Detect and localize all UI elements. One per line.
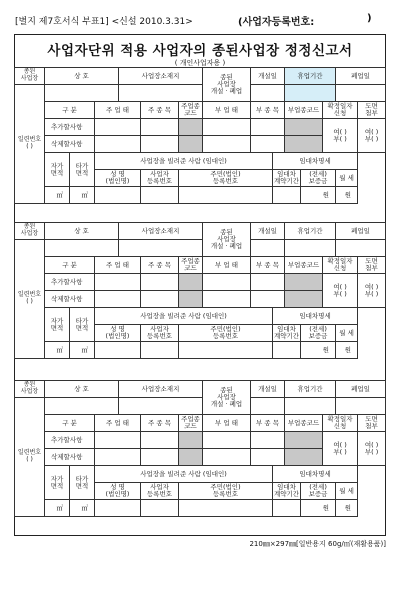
cell-text: 면적	[50, 481, 64, 490]
cell-text: 원	[344, 503, 352, 512]
cell-text: 임대차	[277, 170, 296, 179]
suspend-period-header: 휴업기간	[285, 381, 336, 398]
cell-text: (전세)	[309, 483, 327, 492]
cell-text: 타가	[75, 316, 89, 325]
cell-text: ( )	[26, 298, 33, 305]
cell-text: ( )	[26, 456, 33, 463]
form-subtitle: ( 개인사업자용 )	[174, 59, 226, 67]
cell-text: 종된	[220, 228, 233, 237]
form-title: 사업자단위 적용 사업자의 종된사업장 정정신고서	[47, 43, 353, 59]
cell-text: 보증금	[308, 490, 328, 498]
cell-text: 자가	[50, 474, 64, 483]
cell-text: 부( )	[333, 447, 347, 456]
cell-text: 신청	[333, 422, 347, 430]
cell-text: 여( )	[333, 440, 347, 449]
cell-text: 확정일자	[327, 102, 353, 111]
del-item-label: 삭제할사항	[45, 291, 95, 308]
cell-text: 성 명	[110, 170, 125, 179]
cell-text: (전세)	[309, 170, 327, 179]
cell-text: (법인명)	[105, 332, 130, 340]
cell-text: 여( )	[333, 127, 347, 136]
cell-text: 신청	[333, 264, 347, 272]
cell-text: (전세)	[309, 325, 327, 334]
open-date-header: 개설일	[251, 223, 285, 240]
cell-text: ㎡	[81, 345, 88, 354]
cell-text: 사업장	[20, 75, 39, 82]
suspend-period-header: 휴업기간	[285, 68, 336, 85]
cell-text: 사업장	[217, 235, 236, 244]
cell-text: 종된	[23, 68, 36, 76]
monthly-header: 월 세	[336, 325, 358, 342]
add-item-label: 추가할사항	[45, 432, 95, 449]
cell-text: 등록번호	[212, 332, 239, 340]
sub-code-header: 부업종코드	[285, 257, 323, 274]
category-header: 구 분	[45, 257, 95, 274]
cell-text: 도면	[365, 257, 378, 266]
main-code-header: 주업종코드	[179, 415, 203, 432]
lease-detail-header: 임대차명세	[273, 308, 358, 325]
cell-text: 등록번호	[212, 177, 239, 185]
cell-text: ㎡	[81, 190, 88, 199]
biz-type-header: 주 업 태	[95, 415, 141, 432]
cell-text: 원	[322, 503, 330, 512]
cell-text: 부( )	[333, 134, 347, 143]
cell-text: 일련번호	[17, 449, 42, 457]
cell-text: 첨부	[365, 422, 378, 430]
cell-text: 계약기간	[273, 177, 300, 185]
sub-code-header: 부업종코드	[285, 102, 323, 119]
cell-text: 도면	[365, 102, 378, 111]
form-frame	[14, 34, 386, 536]
cell-text: ㎡	[81, 503, 88, 512]
cell-text: 여( )	[364, 440, 379, 449]
cell-text: 자가	[50, 316, 64, 325]
location-header: 사업장소재지	[119, 68, 203, 85]
location-header: 사업장소재지	[119, 381, 203, 398]
cell-text: 사업장	[217, 80, 236, 89]
paper-spec: 210㎜×297㎜[일반용지 60g/㎡(재활용품)]	[249, 540, 386, 548]
category-header: 구 분	[45, 102, 95, 119]
del-item-label: 삭제할사항	[45, 136, 95, 153]
cell-text: 등록번호	[212, 490, 239, 498]
location-header: 사업장소재지	[119, 223, 203, 240]
close-date-header: 폐업일	[336, 223, 386, 240]
item-header: 주 종 목	[141, 257, 179, 274]
cell-text: 부( )	[364, 134, 379, 143]
open-date-header: 개설일	[251, 68, 285, 85]
close-date-header: 폐업일	[336, 68, 386, 85]
trade-name-header: 상 호	[45, 223, 119, 240]
registration-label: (사업자등록번호:	[238, 17, 315, 28]
cell-text: 등록번호	[146, 490, 173, 498]
cell-text: 종된	[220, 73, 233, 82]
cell-text: 등록번호	[146, 177, 173, 185]
cell-text: 여( )	[364, 282, 379, 291]
cell-text: 사업장	[20, 388, 39, 395]
del-item-label: 삭제할사항	[45, 449, 95, 466]
cell-text: 원	[344, 190, 352, 199]
cell-text: 타가	[75, 474, 89, 483]
cell-text: 여( )	[364, 127, 379, 136]
lease-detail-header: 임대차명세	[273, 466, 358, 483]
cell-text: 면적	[50, 323, 64, 332]
cell-text: 주민(법인)	[210, 483, 241, 492]
cell-text: 면적	[50, 168, 64, 177]
biz-type-header: 주 업 태	[95, 102, 141, 119]
cell-text: 원	[322, 345, 330, 354]
cell-text: 확정일자	[327, 257, 353, 266]
trade-name-header: 상 호	[45, 68, 119, 85]
cell-text: 사업장	[20, 230, 39, 237]
add-item-label: 추가할사항	[45, 119, 95, 136]
monthly-header: 월 세	[336, 170, 358, 187]
sub-item-header: 부 종 목	[251, 102, 285, 119]
cell-text: 도면	[365, 415, 378, 424]
cell-text: 계약기간	[273, 332, 300, 340]
cell-text: 주민(법인)	[210, 170, 241, 179]
cell-text: ㎡	[56, 345, 63, 354]
item-header: 주 종 목	[141, 415, 179, 432]
cell-text: 일련번호	[17, 136, 42, 144]
cell-text: 원	[344, 345, 352, 354]
cell-text: 등록번호	[146, 332, 173, 340]
title-divider	[15, 67, 385, 68]
trade-name-header: 상 호	[45, 381, 119, 398]
suspend-period-header: 휴업기간	[285, 223, 336, 240]
registration-close: )	[367, 13, 372, 24]
main-code-header: 주업종코드	[179, 102, 203, 119]
monthly-header: 월 세	[336, 483, 358, 500]
cell-text: 타가	[75, 161, 89, 170]
cell-text: 면적	[75, 323, 89, 332]
cell-text: 확정일자	[327, 415, 353, 424]
cell-text: ( )	[26, 143, 33, 150]
sub-code-header: 부업종코드	[285, 415, 323, 432]
item-header: 주 종 목	[141, 102, 179, 119]
cell-text: 부( )	[364, 289, 379, 298]
cell-text: 면적	[75, 168, 89, 177]
cell-text: 성 명	[110, 483, 125, 492]
cell-text: 주민(법인)	[210, 325, 241, 334]
cell-text: 사업자	[150, 483, 169, 492]
cell-text: 첨부	[365, 109, 378, 117]
lessor-header: 사업장을 빌려준 사람 (임대인)	[95, 308, 273, 325]
sub-item-header: 부 종 목	[251, 257, 285, 274]
open-date-header: 개설일	[251, 381, 285, 398]
cell-text: 종된	[220, 386, 233, 395]
cell-text: ㎡	[56, 190, 63, 199]
cell-text: 종된	[23, 223, 36, 231]
cell-text: 첨부	[365, 264, 378, 272]
form-number: [별지 제7호서식 부표1] <신설 2010.3.31>	[15, 17, 193, 27]
cell-text: 부( )	[333, 289, 347, 298]
cell-text: 임대차	[277, 483, 296, 492]
cell-text: 개설 · 폐업	[210, 241, 243, 250]
cell-text: 보증금	[308, 177, 328, 185]
cell-text: 성 명	[110, 325, 125, 334]
cell-text: 사업장	[217, 393, 236, 402]
biz-type-header: 주 업 태	[95, 257, 141, 274]
cell-text: 계약기간	[273, 490, 300, 498]
sub-type-header: 부 업 태	[203, 102, 251, 119]
cell-text: 신청	[333, 109, 347, 117]
category-header: 구 분	[45, 415, 95, 432]
lessor-header: 사업장을 빌려준 사람 (임대인)	[95, 153, 273, 170]
lease-detail-header: 임대차명세	[273, 153, 358, 170]
sub-type-header: 부 업 태	[203, 257, 251, 274]
cell-text: 개설 · 폐업	[210, 86, 243, 95]
main-code-header: 주업종코드	[179, 257, 203, 274]
cell-text: 면적	[75, 481, 89, 490]
cell-text: ㎡	[56, 503, 63, 512]
cell-text: 보증금	[308, 332, 328, 340]
cell-text: 임대차	[277, 325, 296, 334]
lessor-header: 사업장을 빌려준 사람 (임대인)	[95, 466, 273, 483]
cell-text: 사업자	[150, 170, 169, 179]
cell-text: 종된	[23, 381, 36, 389]
cell-text: (법인명)	[105, 177, 130, 185]
cell-text: 일련번호	[17, 291, 42, 299]
add-item-label: 추가할사항	[45, 274, 95, 291]
cell-text: 원	[322, 190, 330, 199]
cell-text: 사업자	[150, 325, 169, 334]
sub-type-header: 부 업 태	[203, 415, 251, 432]
cell-text: 여( )	[333, 282, 347, 291]
cell-text: 부( )	[364, 447, 379, 456]
registration-number-header	[238, 13, 372, 28]
close-date-header: 폐업일	[336, 381, 386, 398]
cell-text: (법인명)	[105, 490, 130, 498]
cell-text: 자가	[50, 161, 64, 170]
sub-item-header: 부 종 목	[251, 415, 285, 432]
cell-text: 개설 · 폐업	[210, 399, 243, 408]
